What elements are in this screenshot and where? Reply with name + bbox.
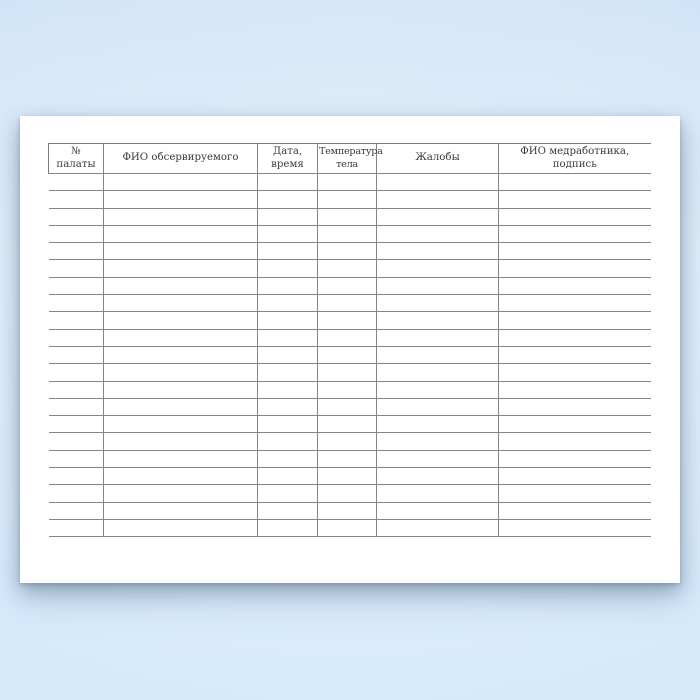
table-cell xyxy=(318,416,377,433)
table-cell xyxy=(104,364,258,381)
column-header-ward: № палаты xyxy=(49,144,104,174)
column-header-medic: ФИО медработника, подпись xyxy=(499,144,651,174)
table-cell xyxy=(499,174,651,191)
table-cell xyxy=(499,485,651,502)
table-cell xyxy=(318,398,377,415)
table-row xyxy=(49,208,651,225)
table-cell xyxy=(49,416,104,433)
table-cell xyxy=(499,468,651,485)
table-cell xyxy=(377,191,499,208)
table-cell xyxy=(258,381,318,398)
table-cell xyxy=(49,450,104,467)
table-row xyxy=(49,416,651,433)
table-cell xyxy=(318,502,377,519)
table-cell xyxy=(49,295,104,312)
table-cell xyxy=(104,502,258,519)
table-cell xyxy=(49,208,104,225)
table-cell xyxy=(49,277,104,294)
table-cell xyxy=(104,208,258,225)
table-cell xyxy=(49,243,104,260)
table-cell xyxy=(318,191,377,208)
table-cell xyxy=(499,398,651,415)
table-cell xyxy=(499,225,651,242)
table-row xyxy=(49,485,651,502)
document-page xyxy=(20,116,680,583)
table-row xyxy=(49,381,651,398)
table-cell xyxy=(49,329,104,346)
table-cell xyxy=(318,243,377,260)
table-cell xyxy=(318,329,377,346)
table-cell xyxy=(377,312,499,329)
table-cell xyxy=(258,502,318,519)
table-cell xyxy=(104,191,258,208)
table-cell xyxy=(49,364,104,381)
table-cell xyxy=(377,450,499,467)
table-cell xyxy=(49,346,104,363)
table-cell xyxy=(377,502,499,519)
table-cell xyxy=(318,519,377,536)
table-row xyxy=(49,329,651,346)
table-cell xyxy=(49,174,104,191)
table-cell xyxy=(258,243,318,260)
table-cell xyxy=(104,225,258,242)
table-cell xyxy=(499,208,651,225)
table-cell xyxy=(318,364,377,381)
table-cell xyxy=(377,225,499,242)
table-cell xyxy=(104,329,258,346)
table-cell xyxy=(104,433,258,450)
column-header-datetime: Дата, время xyxy=(258,144,318,174)
table-cell xyxy=(258,519,318,536)
table-cell xyxy=(104,174,258,191)
table-cell xyxy=(318,433,377,450)
table-row xyxy=(49,502,651,519)
table-cell xyxy=(499,519,651,536)
table-cell xyxy=(104,450,258,467)
table-cell xyxy=(377,174,499,191)
column-header-complaints: Жалобы xyxy=(377,144,499,174)
table-cell xyxy=(258,468,318,485)
table-row xyxy=(49,346,651,363)
table-cell xyxy=(258,398,318,415)
table-cell xyxy=(499,243,651,260)
table-cell xyxy=(499,381,651,398)
table-row xyxy=(49,519,651,536)
table-cell xyxy=(499,329,651,346)
table-cell xyxy=(258,225,318,242)
header-row xyxy=(49,144,651,174)
table-cell xyxy=(104,277,258,294)
table-cell xyxy=(49,468,104,485)
table-row xyxy=(49,364,651,381)
table-body xyxy=(49,174,651,537)
table-cell xyxy=(258,312,318,329)
table-row xyxy=(49,243,651,260)
table-cell xyxy=(104,416,258,433)
table-row xyxy=(49,225,651,242)
table-cell xyxy=(499,295,651,312)
table-row xyxy=(49,450,651,467)
table-cell xyxy=(258,433,318,450)
table-cell xyxy=(377,381,499,398)
table-cell xyxy=(499,312,651,329)
table-cell xyxy=(377,416,499,433)
table-cell xyxy=(258,277,318,294)
table-cell xyxy=(258,329,318,346)
table-cell xyxy=(318,260,377,277)
table-cell xyxy=(377,208,499,225)
table-cell xyxy=(104,519,258,536)
table-cell xyxy=(377,485,499,502)
table-cell xyxy=(258,260,318,277)
table-cell xyxy=(49,381,104,398)
table-cell xyxy=(499,346,651,363)
table-cell xyxy=(258,346,318,363)
table-cell xyxy=(377,295,499,312)
table-cell xyxy=(318,174,377,191)
table-cell xyxy=(377,243,499,260)
table-cell xyxy=(499,277,651,294)
table-row xyxy=(49,295,651,312)
table-cell xyxy=(258,485,318,502)
table-cell xyxy=(258,295,318,312)
table-cell xyxy=(258,450,318,467)
table-row xyxy=(49,260,651,277)
table-cell xyxy=(377,346,499,363)
table-cell xyxy=(377,433,499,450)
table-cell xyxy=(49,485,104,502)
table-cell xyxy=(104,295,258,312)
table-row xyxy=(49,191,651,208)
table-cell xyxy=(499,260,651,277)
table-cell xyxy=(318,346,377,363)
table-cell xyxy=(49,225,104,242)
table-cell xyxy=(318,450,377,467)
table-cell xyxy=(499,433,651,450)
observation-table xyxy=(48,143,651,537)
table-header xyxy=(49,144,651,174)
table-cell xyxy=(499,502,651,519)
table-row xyxy=(49,433,651,450)
table-cell xyxy=(49,433,104,450)
column-header-name: ФИО обсервируемого xyxy=(104,144,258,174)
table-cell xyxy=(49,260,104,277)
table-row xyxy=(49,468,651,485)
table-cell xyxy=(377,277,499,294)
table-cell xyxy=(104,468,258,485)
table-cell xyxy=(49,519,104,536)
table-cell xyxy=(258,208,318,225)
table-cell xyxy=(104,485,258,502)
table-cell xyxy=(318,485,377,502)
table-cell xyxy=(104,398,258,415)
table-cell xyxy=(318,312,377,329)
table-cell xyxy=(49,312,104,329)
table-cell xyxy=(499,416,651,433)
table-cell xyxy=(499,364,651,381)
table-cell xyxy=(258,174,318,191)
table-cell xyxy=(258,191,318,208)
table-cell xyxy=(49,398,104,415)
table-cell xyxy=(104,381,258,398)
column-header-temperature: Температура тела xyxy=(318,144,377,174)
table-row xyxy=(49,277,651,294)
table-cell xyxy=(258,416,318,433)
table-cell xyxy=(104,260,258,277)
table-cell xyxy=(499,450,651,467)
table-cell xyxy=(104,312,258,329)
table-cell xyxy=(377,398,499,415)
table-row xyxy=(49,398,651,415)
table-cell xyxy=(499,191,651,208)
table-cell xyxy=(318,381,377,398)
table-cell xyxy=(104,243,258,260)
table-cell xyxy=(49,502,104,519)
table-cell xyxy=(377,468,499,485)
table-cell xyxy=(104,346,258,363)
table-cell xyxy=(318,468,377,485)
table-row xyxy=(49,174,651,191)
table-cell xyxy=(258,364,318,381)
table-cell xyxy=(318,277,377,294)
table-cell xyxy=(377,364,499,381)
table-cell xyxy=(318,208,377,225)
table-cell xyxy=(377,329,499,346)
table-cell xyxy=(49,191,104,208)
table-row xyxy=(49,312,651,329)
table-cell xyxy=(377,260,499,277)
table-cell xyxy=(377,519,499,536)
table-cell xyxy=(318,225,377,242)
table-cell xyxy=(318,295,377,312)
